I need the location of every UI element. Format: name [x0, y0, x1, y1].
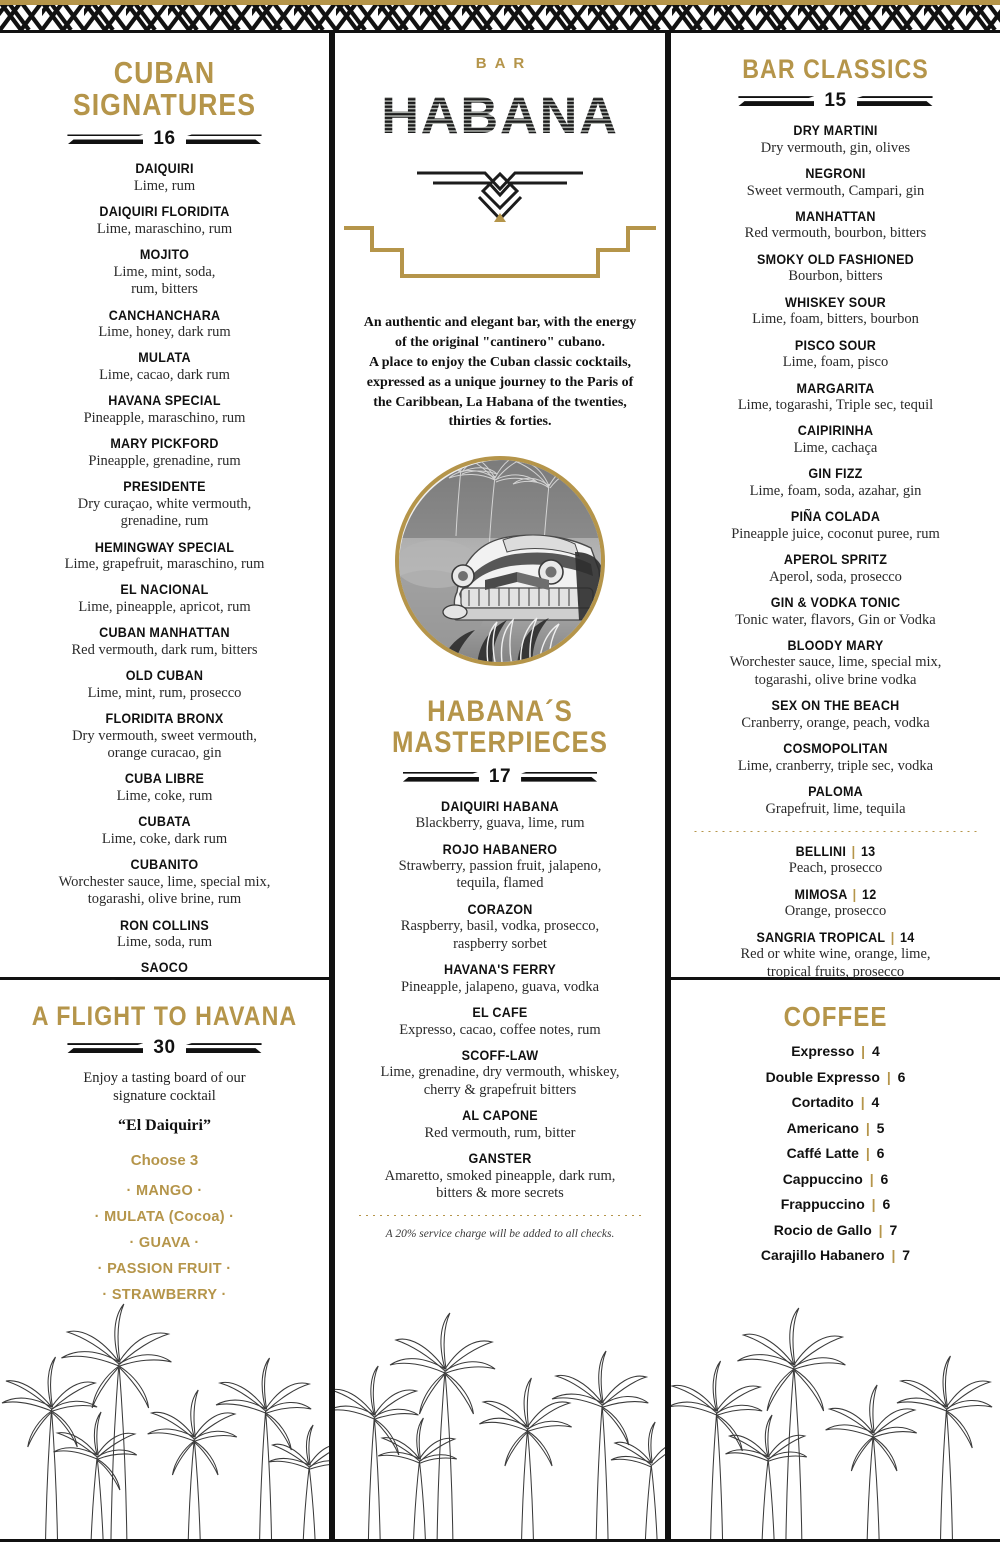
brand-and-masterpieces-panel: [332, 30, 668, 1542]
drink-ingredients: Dry vermouth, sweet vermouth, orange curacao, gin: [72, 727, 257, 762]
drink-ingredients: Pineapple juice, coconut puree, rum: [731, 525, 940, 542]
ornament-right-icon: [857, 94, 933, 108]
drink-ingredients: Sweet vermouth, Campari, gin: [746, 182, 925, 199]
drink-name: SMOKY OLD FASHIONED: [757, 251, 914, 267]
drink-ingredients: Lime, coke, dark rum: [101, 830, 228, 847]
flight-flavor-list: [0, 1183, 329, 1303]
drink-ingredients: Lime, cachaça: [793, 439, 878, 456]
masterpieces-price-row: [335, 766, 665, 788]
zigzag-pattern-icon: [0, 4, 1000, 30]
drink-ingredients: Orange, prosecco: [784, 903, 887, 920]
drink-item: [14, 308, 315, 342]
drink-name: NEGRONI: [805, 165, 866, 181]
flight-flavor-option[interactable]: · PASSION FRUIT ·: [97, 1261, 232, 1278]
left-column: [0, 30, 332, 1545]
drink-ingredients: Lime, honey, dark rum: [98, 324, 231, 341]
drink-item: [14, 436, 315, 470]
drink-item: [14, 668, 315, 702]
flight-choose-label: Choose 3: [130, 1152, 199, 1170]
brand-logo-block: [335, 33, 665, 291]
ornament-right-icon: [186, 1041, 262, 1055]
drink-name: MOJITO: [139, 247, 190, 263]
coffee-title: COFFEE: [783, 1001, 888, 1032]
drink-item: [685, 844, 986, 878]
palm-trees-illustration: [671, 1289, 1000, 1539]
drink-ingredients: Red vermouth, bourbon, bitters: [744, 225, 927, 242]
chevron-border-decoration: [0, 0, 1000, 30]
flight-price: 30: [153, 1037, 176, 1059]
drink-name: CUBATA: [138, 814, 191, 830]
brand-description: An authentic and elegant bar, with the energy of the original "cantinero" cubano. A place to enjoy the Cuban classic cocktails, expressed as a unique journey to the Paris of the Caribbean, La Habana of the twenties, thirties & forties.: [363, 315, 637, 430]
flight-flavor-option[interactable]: · STRAWBERRY ·: [102, 1287, 227, 1304]
drink-ingredients: Bourbon, bitters: [788, 268, 883, 285]
drink-item: [349, 799, 651, 833]
drink-name: GIN & VODKA TONIC: [770, 595, 901, 611]
drink-ingredients: Lime, cacao, dark rum: [99, 367, 230, 383]
drink-name: PISCO SOUR: [794, 337, 877, 353]
cuban-signatures-list: [0, 161, 329, 994]
palm-trees-illustration: [0, 1289, 329, 1539]
drink-ingredients: Worchester sauce, lime, special mix, togarashi, olive brine, rum: [58, 873, 271, 908]
cuban-signatures-panel: [0, 30, 332, 980]
drink-ingredients: Dry vermouth, gin, olives: [760, 139, 911, 156]
coffee-item: Cappuccino | 6: [782, 1170, 889, 1187]
drink-item: [685, 466, 986, 500]
drink-name: BLOODY MARY: [787, 637, 884, 653]
drink-ingredients: Lime, foam, bitters, bourbon: [752, 311, 919, 328]
drink-ingredients: Lime, mint, rum, prosecco: [87, 684, 242, 701]
drink-item: [685, 595, 986, 629]
drink-item: [14, 814, 315, 848]
coffee-panel: [668, 980, 1000, 1542]
drink-name: DRY MARTINI: [793, 123, 878, 139]
drink-name: WHISKEY SOUR: [785, 294, 886, 310]
drink-name: MULATA: [138, 350, 191, 366]
bar-classics-price-row: [671, 90, 1000, 112]
drink-name: EL NACIONAL: [120, 582, 209, 598]
drink-name: ROJO HABANERO: [442, 841, 558, 857]
drink-item: [14, 161, 315, 195]
drink-name: CANCHANCHARA: [108, 307, 221, 323]
drink-item: [685, 698, 986, 732]
coffee-item: Americano | 5: [786, 1119, 885, 1136]
drink-name: HAVANA SPECIAL: [108, 393, 221, 409]
drink-item: [685, 295, 986, 329]
ornament-left-icon: [67, 132, 143, 146]
ornament-right-icon: [186, 132, 262, 146]
drink-item: [685, 887, 986, 921]
drink-ingredients: Lime, mint, soda, rum, bitters: [113, 263, 216, 298]
drink-item: [349, 962, 651, 996]
drink-name: PALOMA: [808, 784, 863, 800]
center-column: [332, 30, 668, 1545]
drink-ingredients: Pineapple, jalapeno, guava, vodka: [400, 978, 600, 995]
drink-item: [14, 918, 315, 952]
drink-item: [349, 902, 651, 953]
drink-item: [685, 252, 986, 286]
drink-item: [14, 204, 315, 238]
drink-name: CUBANITO: [130, 857, 199, 873]
drink-ingredients: Red or white wine, orange, lime, tropical fruits, prosecco: [740, 946, 931, 980]
drink-name: MARY PICKFORD: [110, 436, 219, 452]
drink-item: [14, 582, 315, 616]
drink-ingredients: Tonic water, flavors, Gin or Vodka: [735, 611, 936, 628]
drink-ingredients: Worchester sauce, lime, special mix, togarashi, olive brine vodka: [729, 654, 942, 688]
dotted-divider: [357, 1215, 643, 1216]
drink-ingredients: Strawberry, passion fruit, jalapeno, tequila, flamed: [398, 858, 602, 892]
drink-ingredients: Red vermouth, dark rum, bitters: [71, 641, 258, 658]
ornament-left-icon: [67, 1041, 143, 1055]
drink-name: MANHATTAN: [795, 208, 876, 224]
drink-item: [349, 1005, 651, 1039]
drink-item: [685, 741, 986, 775]
drink-item: [349, 1108, 651, 1142]
drink-ingredients: Pineapple, maraschino, rum: [83, 409, 246, 426]
drink-name: COSMOPOLITAN: [783, 741, 888, 757]
bar-classics-list: [671, 123, 1000, 818]
drink-item: [685, 638, 986, 689]
flight-flavor-option[interactable]: · GUAVA ·: [129, 1235, 200, 1252]
deco-step-frame: [340, 224, 660, 286]
bar-classics-price: 15: [824, 90, 847, 112]
drink-name: MIMOSA | 12: [794, 886, 877, 902]
drink-item: [349, 1048, 651, 1099]
drink-name: RON COLLINS: [119, 917, 210, 933]
menu-columns: [0, 30, 1000, 1545]
coffee-item: Carajillo Habanero | 7: [760, 1247, 911, 1264]
cuban-signatures-title: CUBAN SIGNATURES: [72, 55, 257, 123]
drink-item: [14, 350, 315, 384]
drink-item: [685, 123, 986, 157]
drink-item: [685, 784, 986, 818]
drink-name: GANSTER: [468, 1151, 532, 1167]
svg-text:HABANA: HABANA: [381, 88, 619, 144]
drink-name: CAIPIRINHA: [797, 423, 874, 439]
drink-ingredients: Lime, soda, rum: [116, 934, 213, 951]
drink-item: [685, 338, 986, 372]
masterpieces-title: HABANA´S MASTERPIECES: [392, 695, 608, 760]
drink-ingredients: Dry curaçao, white vermouth, grenadine, rum: [77, 495, 252, 530]
bar-classics-title: BAR CLASSICS: [742, 54, 929, 84]
drink-item: [14, 540, 315, 574]
palm-trees-illustration: [335, 1289, 665, 1539]
drink-name: MARGARITA: [796, 380, 875, 396]
drink-ingredients: Lime, togarashi, Triple sec, tequil: [737, 397, 934, 414]
drink-ingredients: Cranberry, orange, peach, vodka: [741, 714, 930, 731]
masterpieces-list: [335, 799, 665, 1203]
coffee-item: Rocio de Gallo | 7: [773, 1221, 898, 1238]
ornament-left-icon: [403, 770, 479, 784]
service-charge-note: A 20% service charge will be added to all checks.: [385, 1228, 615, 1241]
habana-wordmark-logo: [360, 88, 640, 144]
drink-item: [685, 930, 986, 981]
drink-name: GIN FIZZ: [808, 466, 863, 482]
drink-name: AL CAPONE: [462, 1108, 538, 1124]
drink-name: SCOFF-LAW: [461, 1047, 539, 1063]
drink-item: [685, 381, 986, 415]
drink-ingredients: Pineapple, grenadine, rum: [88, 452, 241, 469]
drink-ingredients: Grapefruit, lime, tequila: [765, 800, 906, 817]
drink-name: CUBA LIBRE: [124, 771, 205, 787]
drink-item: [14, 479, 315, 530]
coffee-item: Frappuccino | 6: [780, 1196, 891, 1213]
drink-item: [685, 509, 986, 543]
drink-name: SAOCO: [140, 960, 189, 976]
drink-name: DAIQUIRI HABANA: [441, 798, 559, 814]
drink-ingredients: Lime, foam, pisco: [782, 354, 889, 371]
flight-flavor-option[interactable]: · MANGO ·: [126, 1183, 203, 1200]
drink-ingredients: Amaretto, smoked pineapple, dark rum, bitters & more secrets: [384, 1167, 616, 1202]
drink-ingredients: Lime, rum: [133, 177, 196, 194]
drink-name: CORAZON: [467, 901, 533, 917]
wings-emblem-icon: [405, 163, 595, 223]
vintage-car-illustration: [395, 456, 605, 666]
drink-item: [685, 166, 986, 200]
cuban-signatures-price: 16: [153, 128, 176, 150]
dotted-divider: [693, 831, 978, 832]
flight-price-row: [0, 1037, 329, 1059]
drink-item: [685, 552, 986, 586]
drink-ingredients: Lime, coke, rum: [116, 787, 213, 804]
drink-ingredients: Lime, pineapple, apricot, rum: [78, 598, 251, 615]
drink-item: [14, 857, 315, 908]
ornament-left-icon: [738, 94, 814, 108]
cuban-signatures-price-row: [0, 128, 329, 150]
flight-panel: [0, 980, 332, 1542]
drink-item: [14, 771, 315, 805]
drink-item: [685, 209, 986, 243]
flight-flavor-option[interactable]: · MULATA (Cocoa) ·: [94, 1209, 235, 1226]
drink-name: PRESIDENTE: [123, 479, 206, 495]
flight-subtitle: Enjoy a tasting board of our signature cocktail: [83, 1070, 246, 1104]
drink-name: HAVANA'S FERRY: [443, 962, 557, 978]
drink-name: EL CAFE: [472, 1005, 528, 1021]
drink-name: DAIQUIRI: [135, 161, 194, 177]
drink-ingredients: Raspberry, basil, vodka, prosecco, raspberry sorbet: [400, 918, 600, 952]
flight-signature-cocktail: “El Daiquiri”: [118, 1117, 211, 1135]
drink-name: APEROL SPRITZ: [783, 552, 888, 568]
drink-name: HEMINGWAY SPECIAL: [94, 539, 235, 555]
drink-item: [349, 842, 651, 893]
car-and-palms-artwork: [399, 460, 605, 666]
drink-name: BELLINI | 13: [795, 843, 876, 859]
drink-item: [14, 711, 315, 762]
drink-name: PIÑA COLADA: [790, 509, 881, 525]
drink-name: CUBAN MANHATTAN: [99, 625, 230, 641]
drink-ingredients: Lime, foam, soda, azahar, gin: [749, 482, 922, 499]
drink-ingredients: Aperol, soda, prosecco: [769, 568, 902, 585]
drink-name: SEX ON THE BEACH: [771, 698, 900, 714]
drink-name: DAIQUIRI FLORIDITA: [99, 204, 230, 220]
drink-ingredients: Lime, cranberry, triple sec, vodka: [737, 757, 934, 774]
drink-ingredients: Blackberry, guava, lime, rum: [415, 815, 585, 832]
coffee-item: Double Expresso | 6: [765, 1068, 906, 1085]
drink-ingredients: Lime, grenadine, dry vermouth, whiskey, cherry & grapefruit bitters: [380, 1064, 620, 1098]
flight-title: A FLIGHT TO HAVANA: [31, 1001, 298, 1031]
drink-item: [14, 247, 315, 298]
drink-name: FLORIDITA BRONX: [105, 711, 224, 727]
drink-item: [349, 1151, 651, 1202]
drink-ingredients: Lime, grapefruit, maraschino, rum: [64, 556, 265, 573]
drink-ingredients: Expresso, cacao, coffee notes, rum: [399, 1021, 601, 1038]
drink-item: [14, 625, 315, 659]
bar-label: BAR: [475, 55, 533, 72]
coffee-list: [671, 1043, 1000, 1263]
drink-item: [685, 423, 986, 457]
drink-ingredients: Peach, prosecco: [788, 860, 883, 877]
gold-top-bar: [0, 0, 1000, 5]
drink-item: [14, 393, 315, 427]
bar-classics-panel: [668, 30, 1000, 980]
ornament-right-icon: [521, 770, 597, 784]
coffee-item: Expresso | 4: [791, 1043, 880, 1060]
drink-ingredients: Lime, maraschino, rum: [96, 220, 233, 237]
bar-classics-priced-list: [671, 844, 1000, 981]
drink-ingredients: Red vermouth, rum, bitter: [424, 1124, 576, 1141]
right-column: [668, 30, 1000, 1545]
coffee-item: Cortadito | 4: [791, 1094, 880, 1111]
drink-name: SANGRIA TROPICAL | 14: [756, 929, 915, 945]
drink-name: OLD CUBAN: [125, 668, 204, 684]
masterpieces-price: 17: [488, 765, 512, 787]
coffee-item: Caffé Latte | 6: [786, 1145, 885, 1162]
